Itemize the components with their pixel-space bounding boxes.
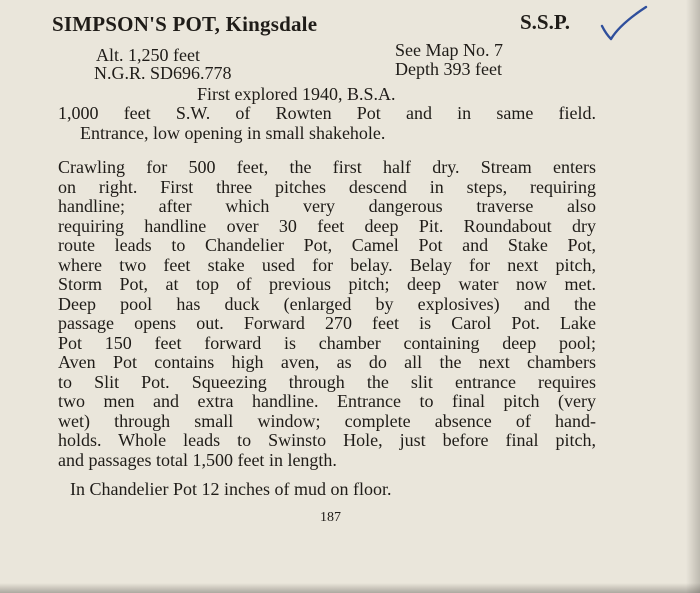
text-line: Pot 150 feet forward is chamber containing deep pool; — [58, 332, 596, 353]
text-line: where two feet stake used for belay. Belay for next pitch, — [58, 254, 596, 275]
location-name: Kingsdale — [225, 12, 318, 36]
page-edge-shadow — [686, 0, 700, 593]
text-line: and passages total 1,500 feet in length. — [58, 449, 337, 470]
first-explored: First explored 1940, B.S.A. — [197, 84, 396, 104]
text-line: Deep pool has duck (enlarged by explosives) and the — [58, 293, 596, 314]
text-line: wet) through small window; complete absence of hand- — [58, 410, 596, 431]
text-line: holds. Whole leads to Swinsto Hole, just before final pitch, — [58, 430, 596, 450]
text-line: passage opens out. Forward 270 feet is Carol Pot. Lake — [58, 313, 596, 333]
page-bottom-shadow — [0, 583, 700, 593]
description-paragraph — [58, 158, 596, 470]
text-line: requiring handline over 30 feet deep Pit. Roundabout dry — [58, 215, 596, 236]
text-line: Crawling for 500 feet, the first half dry. Stream enters — [58, 157, 596, 177]
entry-title — [52, 12, 317, 37]
text-line: Storm Pot, at top of previous pitch; deep water now met. — [58, 274, 596, 294]
text-line: on right. First three pitches descend in steps, requiring — [58, 176, 596, 197]
text-line: route leads to Chandelier Pot, Camel Pot and Stake Pot, — [58, 235, 596, 255]
depth: Depth 393 feet — [395, 59, 502, 79]
text-line: to Slit Pot. Squeezing through the slit entrance requires — [58, 371, 596, 392]
club-code: S.S.P. — [520, 10, 571, 34]
text-line: In Chandelier Pot 12 inches of mud on floor. — [70, 479, 392, 499]
cave-name: SIMPSON'S POT, — [52, 12, 221, 36]
text-line: Aven Pot contains high aven, as do all the next chambers — [58, 352, 596, 372]
check-mark-icon — [598, 4, 650, 44]
altitude: Alt. 1,250 feet — [96, 45, 200, 65]
page-number: 187 — [320, 510, 341, 525]
text-line: handline; after which very dangerous traverse also — [58, 196, 596, 216]
text-line: 1,000 feet S.W. of Rowten Pot and in same field. — [58, 103, 596, 123]
map-reference: See Map No. 7 — [395, 40, 503, 60]
note-paragraph — [58, 480, 596, 500]
text-line: Entrance, low opening in small shakehole. — [80, 122, 386, 143]
text-line: two men and extra handline. Entrance to final pitch (very — [58, 391, 596, 411]
intro-paragraph — [58, 104, 596, 143]
grid-reference: N.G.R. SD696.778 — [94, 63, 232, 83]
